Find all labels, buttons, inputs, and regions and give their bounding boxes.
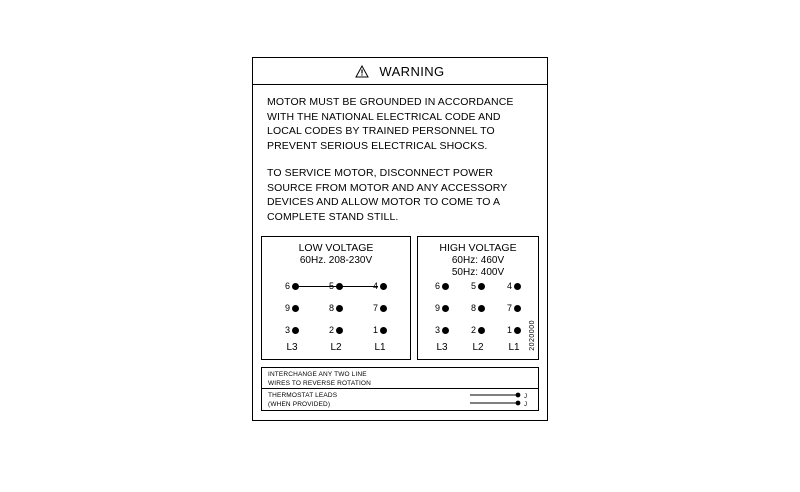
warning-title: WARNING bbox=[379, 63, 445, 79]
terminal-dot-icon bbox=[380, 327, 387, 334]
terminal-row bbox=[262, 275, 410, 297]
terminal-cell bbox=[314, 304, 358, 313]
terminal-dot-icon bbox=[292, 283, 299, 290]
terminal-dot-icon bbox=[442, 305, 449, 312]
terminal-row bbox=[418, 319, 538, 341]
low-voltage-line-labels bbox=[262, 342, 410, 353]
terminal-dot-icon bbox=[292, 305, 299, 312]
thermostat-note-line-1: THERMOSTAT LEADS bbox=[268, 392, 338, 399]
terminal-dot-icon bbox=[478, 283, 485, 290]
high-voltage-panel bbox=[417, 236, 539, 360]
terminal-cell bbox=[270, 304, 314, 313]
terminal-number: 2 bbox=[470, 324, 476, 335]
line-label: L1 bbox=[374, 342, 386, 353]
thermostat-note-box bbox=[261, 389, 539, 411]
terminal-dot-icon bbox=[514, 283, 521, 290]
terminal-cell bbox=[460, 326, 496, 335]
terminal-row bbox=[418, 275, 538, 297]
part-code: 2020000 bbox=[529, 320, 536, 351]
terminal-dot-icon bbox=[514, 327, 521, 334]
line-label: L2 bbox=[472, 342, 484, 353]
terminal-number: 6 bbox=[434, 280, 440, 291]
terminal-number: 5 bbox=[470, 280, 476, 291]
svg-text:J: J bbox=[524, 394, 527, 400]
terminal-number: 8 bbox=[328, 302, 334, 313]
terminal-cell bbox=[496, 326, 532, 335]
high-voltage-line-labels bbox=[418, 342, 538, 353]
terminal-number: 9 bbox=[284, 302, 290, 313]
terminal-cell bbox=[358, 282, 402, 291]
high-voltage-title: HIGH VOLTAGE bbox=[439, 242, 517, 254]
terminal-dot-icon bbox=[514, 305, 521, 312]
terminal-number: 3 bbox=[284, 324, 290, 335]
terminal-number: 2 bbox=[328, 324, 334, 335]
terminal-number: 7 bbox=[372, 302, 378, 313]
terminal-dot-icon bbox=[442, 283, 449, 290]
svg-text:J: J bbox=[524, 402, 527, 408]
terminal-cell bbox=[424, 304, 460, 313]
terminal-number: 9 bbox=[434, 302, 440, 313]
terminal-dot-icon bbox=[380, 305, 387, 312]
footer-notes bbox=[261, 367, 539, 411]
warning-text bbox=[253, 85, 547, 232]
terminal-number: 7 bbox=[506, 302, 512, 313]
warning-header bbox=[253, 58, 547, 85]
terminal-number: 1 bbox=[372, 324, 378, 335]
line-label: L1 bbox=[508, 342, 520, 353]
terminal-dot-icon bbox=[478, 327, 485, 334]
terminal-cell bbox=[460, 282, 496, 291]
thermostat-note-line-2: (WHEN PROVIDED) bbox=[268, 401, 331, 408]
terminal-cell bbox=[358, 304, 402, 313]
terminal-cell bbox=[424, 282, 460, 291]
terminal-cell bbox=[358, 326, 402, 335]
wiring-panels bbox=[261, 236, 539, 360]
motor-nameplate-diagram bbox=[252, 57, 548, 421]
thermostat-leads-symbol-icon bbox=[470, 391, 532, 409]
terminal-cell bbox=[424, 326, 460, 335]
warning-paragraph-1: MOTOR MUST BE GROUNDED IN ACCORDANCE WITH THE NATIONAL ELECTRICAL CODE AND LOCAL CODES BY TRAINED PERSONNEL TO PREVENT SERIOUS ELECTRICAL SHOCKS. bbox=[267, 96, 514, 152]
terminal-dot-icon bbox=[336, 327, 343, 334]
low-voltage-panel bbox=[261, 236, 411, 360]
line-label: L2 bbox=[330, 342, 342, 353]
terminal-dot-icon bbox=[292, 327, 299, 334]
terminal-dot-icon bbox=[442, 327, 449, 334]
terminal-row bbox=[262, 297, 410, 319]
terminal-cell bbox=[460, 304, 496, 313]
terminal-cell bbox=[496, 282, 532, 291]
warning-triangle-icon bbox=[355, 65, 369, 78]
terminal-cell bbox=[314, 326, 358, 335]
line-label: L3 bbox=[436, 342, 448, 353]
terminal-number: 8 bbox=[470, 302, 476, 313]
terminal-dot-icon bbox=[478, 305, 485, 312]
terminal-dot-icon bbox=[336, 283, 343, 290]
rotation-note-box bbox=[261, 367, 539, 389]
rotation-note-line-2: WIRES TO REVERSE ROTATION bbox=[268, 380, 371, 387]
high-voltage-subtitle-2: 50Hz: 400V bbox=[451, 266, 505, 278]
terminal-cell bbox=[314, 282, 358, 291]
terminal-number: 6 bbox=[284, 280, 290, 291]
terminal-number: 4 bbox=[506, 280, 512, 291]
terminal-cell bbox=[496, 304, 532, 313]
low-voltage-title: LOW VOLTAGE bbox=[298, 242, 374, 254]
terminal-row bbox=[262, 319, 410, 341]
high-voltage-terminal-grid bbox=[418, 275, 538, 341]
high-voltage-subtitle-1: 60Hz: 460V bbox=[451, 254, 505, 266]
terminal-number: 5 bbox=[328, 280, 334, 291]
terminal-row bbox=[418, 297, 538, 319]
terminal-cell bbox=[270, 326, 314, 335]
rotation-note-line-1: INTERCHANGE ANY TWO LINE bbox=[268, 371, 367, 378]
terminal-number: 1 bbox=[506, 324, 512, 335]
terminal-number: 4 bbox=[372, 280, 378, 291]
terminal-dot-icon bbox=[380, 283, 387, 290]
terminal-cell bbox=[270, 282, 314, 291]
terminal-number: 3 bbox=[434, 324, 440, 335]
warning-paragraph-2: TO SERVICE MOTOR, DISCONNECT POWER SOURCE FROM MOTOR AND ANY ACCESSORY DEVICES AND ALLOW MOTOR TO COME TO A COMPLETE STAND STILL. bbox=[267, 167, 508, 223]
line-label: L3 bbox=[286, 342, 298, 353]
low-voltage-terminal-grid bbox=[262, 275, 410, 341]
terminal-dot-icon bbox=[336, 305, 343, 312]
low-voltage-subtitle-1: 60Hz. 208-230V bbox=[299, 254, 373, 266]
